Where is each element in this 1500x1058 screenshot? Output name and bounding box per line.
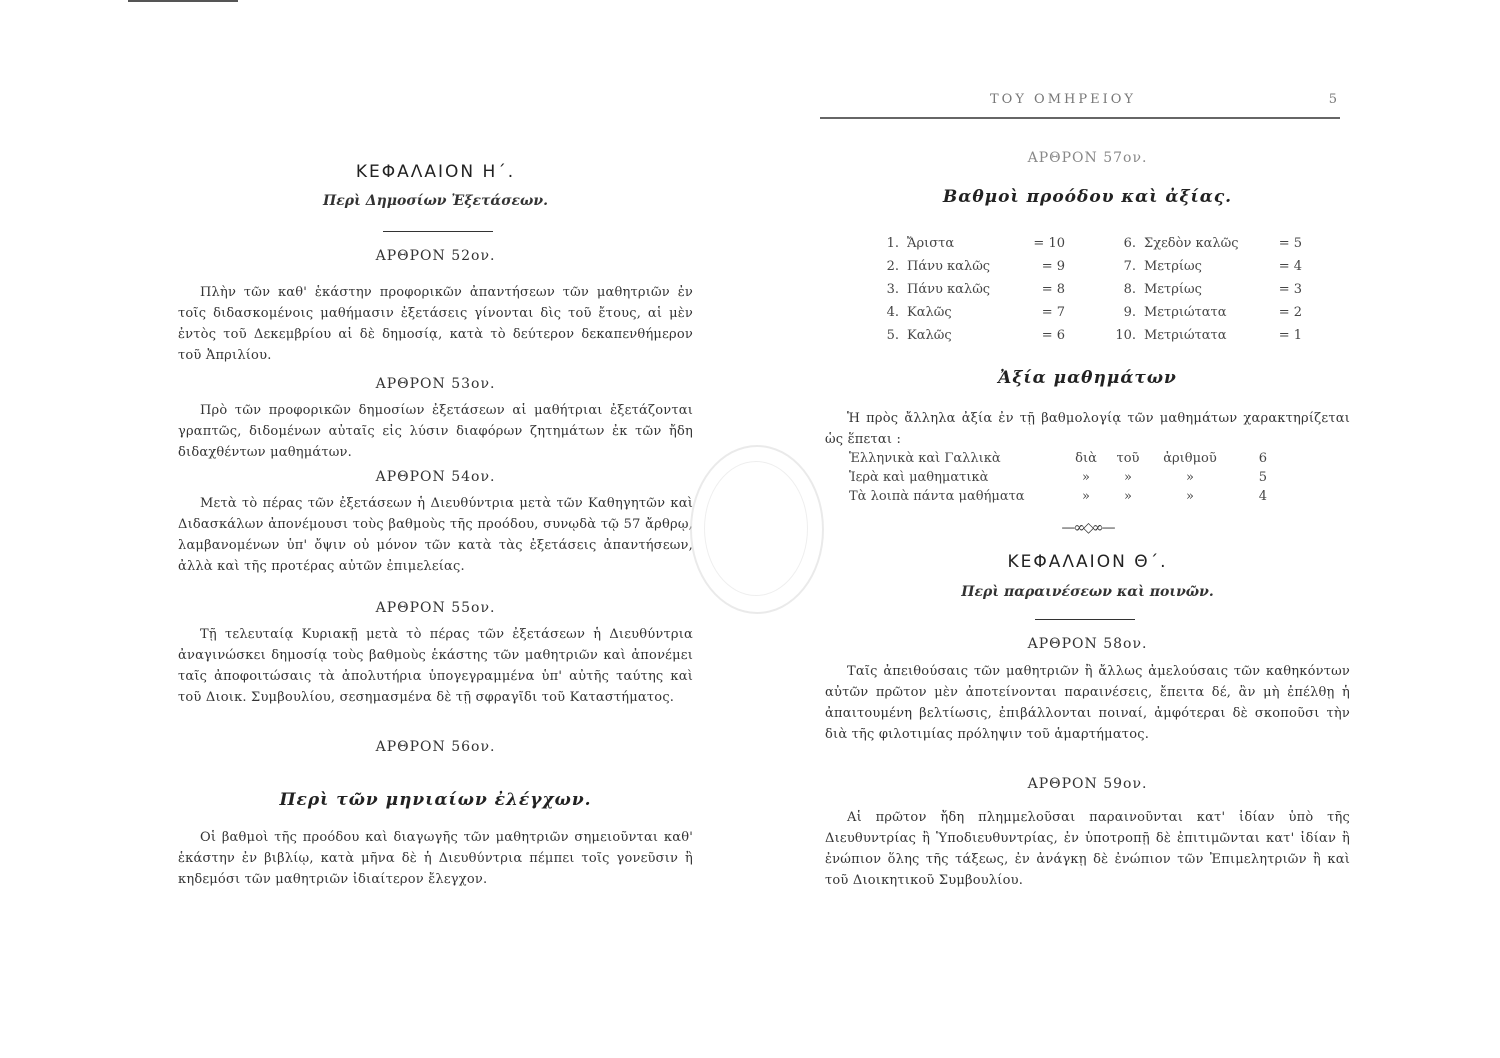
grade-number: 7. <box>1123 259 1136 274</box>
grade-row <box>873 301 1069 324</box>
grade-row <box>873 278 1069 301</box>
grade-number: 1. <box>886 236 899 251</box>
top-edge-rule <box>128 0 238 2</box>
grade-value: = 1 <box>1278 328 1302 343</box>
title-divider <box>1035 619 1135 620</box>
grade-label: Μετρίως <box>1144 282 1202 297</box>
grades-table-left <box>873 232 1069 347</box>
worth-col: διὰ <box>1075 451 1097 466</box>
article-heading: ΑΡΘΡΟΝ 56ον. <box>375 739 496 755</box>
grades-title: Βαθμοὶ προόδου καὶ ἀξίας. <box>942 187 1233 207</box>
chapter-title: ΚΕΦΑΛΑΙΟΝ Η΄. <box>355 162 516 182</box>
article-text: Πρὸ τῶν προφορικῶν δημοσίων ἐξετάσεων αἱ μαθήτριαι ἐξετάζονται γραπτῶς, διδομένων αὐταῖς εἰς λύσιν διαφόρων ζητημάτων ἐκ τῶν ἤδη διδαχθέντων μαθημάτων. <box>178 403 693 460</box>
grade-label: Μετριώτατα <box>1144 305 1227 320</box>
grade-value: = 3 <box>1278 282 1302 297</box>
grade-number: 3. <box>886 282 899 297</box>
chapter-title: ΚΕΦΑΛΑΙΟΝ Θ΄. <box>1007 552 1168 572</box>
grade-row <box>1110 255 1306 278</box>
title-divider <box>383 231 493 232</box>
article-text: Τῇ τελευταίᾳ Κυριακῇ μετὰ τὸ πέρας τῶν ἐξετάσεων ἡ Διευθύντρια ἀναγινώσκει δημοσίᾳ τοὺς βαθμοὺς ἑκάστης τῶν μαθητριῶν καὶ ἀπονέμει ταῖς ἀποφοιτώσαις τὰ ἀπολυτήρια ὑπογεγραμμένα ὑπ' αὐτῆς ταύτης καὶ τοῦ Διοικ. Συμβουλίου, σεσημασμένα δὲ τῇ σφραγῖδι τοῦ Καταστήματος. <box>178 627 693 705</box>
grade-value: = 4 <box>1278 259 1302 274</box>
article-text: Αἱ πρῶτον ἤδη πλημμελοῦσαι παραινοῦνται κατ' ἰδίαν ὑπὸ τῆς Διευθυντρίας ἢ Ὑποδιευθυντρίας, ἐν ὑποτροπῇ δὲ ἐπιτιμῶνται κατ' ἰδίαν ἢ ἐνώπιον ὅλης τῆς τάξεως, ἐν ἀνάγκῃ δὲ ἐνώπιον τῶν Ἐπιμελητριῶν ἢ καὶ τοῦ Διοικητικοῦ Συμβουλίου. <box>825 810 1350 888</box>
article-heading: ΑΡΘΡΟΝ 59ον. <box>1027 776 1148 792</box>
worth-table <box>843 449 1273 506</box>
worth-row <box>843 487 1273 506</box>
grade-label: Μετρίως <box>1144 259 1202 274</box>
article-heading: ΑΡΘΡΟΝ 55ον. <box>375 600 496 616</box>
seal-watermark <box>690 445 824 614</box>
grade-number: 8. <box>1123 282 1136 297</box>
grade-number: 9. <box>1123 305 1136 320</box>
grade-value: = 10 <box>1033 236 1065 251</box>
worth-subject: Ἑλληνικὰ καὶ Γαλλικὰ <box>849 451 1001 466</box>
grade-label: Ἄριστα <box>907 236 955 251</box>
running-header <box>990 92 1350 107</box>
ornament: —∞◇∞— <box>1061 520 1114 536</box>
grade-value: = 2 <box>1278 305 1302 320</box>
article-title: Περὶ τῶν μηνιαίων ἐλέγχων. <box>279 790 592 810</box>
worth-col: » <box>1186 470 1194 485</box>
worth-col: ἀριθμοῦ <box>1163 451 1217 466</box>
grade-label: Πάνυ καλῶς <box>907 259 991 274</box>
worth-col: » <box>1082 489 1090 504</box>
grade-value: = 7 <box>1041 305 1065 320</box>
grade-number: 2. <box>886 259 899 274</box>
grade-label: Πάνυ καλῶς <box>907 282 991 297</box>
grade-row <box>873 255 1069 278</box>
page-number: 5 <box>1328 92 1340 107</box>
article-heading: ΑΡΘΡΟΝ 52ον. <box>375 248 496 264</box>
worth-row <box>843 468 1273 487</box>
grade-number: 5. <box>886 328 899 343</box>
article-heading: ΑΡΘΡΟΝ 54ον. <box>375 469 496 485</box>
header-rule <box>820 117 1340 119</box>
grade-label: Καλῶς <box>907 305 952 320</box>
worth-title: Ἀξία μαθημάτων <box>998 368 1177 388</box>
worth-col: » <box>1124 470 1132 485</box>
grade-row <box>1110 324 1306 347</box>
article-text: Πλὴν τῶν καθ' ἑκάστην προφορικῶν ἀπαντήσεων τῶν μαθητριῶν ἐν τοῖς διδασκομένοις μαθήμασιν ἐξετάσεις γίνονται δὶς τοῦ ἔτους, αἱ μὲν ἐντὸς τοῦ Δεκεμβρίου αἱ δὲ δημοσίᾳ, κατὰ τὸ δεύτερον δεκαπενθήμερον τοῦ Ἀπριλίου. <box>178 285 693 363</box>
grade-value: = 8 <box>1041 282 1065 297</box>
worth-col: » <box>1082 470 1090 485</box>
worth-row <box>843 449 1273 468</box>
chapter-subtitle: Περὶ Δημοσίων Ἐξετάσεων. <box>323 193 548 209</box>
grade-value: = 5 <box>1278 236 1302 251</box>
article-text: Μετὰ τὸ πέρας τῶν ἐξετάσεων ἡ Διευθύντρια μετὰ τῶν Καθηγητῶν καὶ Διδασκάλων ἀπονέμουσι τοὺς βαθμοὺς τῆς προόδου, συνῳδὰ τῷ 57 ἄρθρῳ, λαμβανομένων ὑπ' ὄψιν οὐ μόνον τῶν κατὰ τὰς ἐξετάσεις ἀπαντήσεων, ἀλλὰ καὶ τῆς προτέρας αὐτῶν ἐπιμελείας. <box>178 496 693 574</box>
worth-subject: Ἱερὰ καὶ μαθηματικὰ <box>849 470 989 485</box>
article-heading: ΑΡΘΡΟΝ 58ον. <box>1027 636 1148 652</box>
grade-value: = 6 <box>1041 328 1065 343</box>
grades-table-right <box>1110 232 1306 347</box>
grade-label: Σχεδὸν καλῶς <box>1144 236 1239 251</box>
grade-label: Μετριώτατα <box>1144 328 1227 343</box>
worth-col: » <box>1124 489 1132 504</box>
worth-text: Ἡ πρὸς ἄλληλα ἀξία ἐν τῇ βαθμολογίᾳ τῶν μαθημάτων χαρακτηρίζεται ὡς ἕπεται : <box>825 411 1350 447</box>
worth-value: 5 <box>1258 470 1267 485</box>
grade-label: Καλῶς <box>907 328 952 343</box>
grade-value: = 9 <box>1041 259 1065 274</box>
grade-row <box>1110 232 1306 255</box>
chapter-subtitle: Περὶ παραινέσεων καὶ ποινῶν. <box>961 584 1214 600</box>
worth-col: τοῦ <box>1116 451 1140 466</box>
grade-number: 10. <box>1115 328 1136 343</box>
running-title: ΤΟΥ ΟΜΗΡΕΙΟΥ <box>990 92 1136 107</box>
article-text: Ταῖς ἀπειθούσαις τῶν μαθητριῶν ἢ ἄλλως ἀμελούσαις τῶν καθηκόντων αὐτῶν πρῶτον μὲν ἀποτείνονται παραινέσεις, ἔπειτα δέ, ἂν μὴ ἐπέλθῃ ἡ ἀπαιτουμένη βελτίωσις, ἐπιβάλλονται ποιναί, ἀμφότεραι δὲ σκοποῦσι τὴν διὰ τῆς φιλοτιμίας πρόληψιν τοῦ ἁμαρτήματος. <box>825 664 1350 742</box>
grade-row <box>873 232 1069 255</box>
worth-col: » <box>1186 489 1194 504</box>
grade-number: 4. <box>886 305 899 320</box>
article-text: Οἱ βαθμοὶ τῆς προόδου καὶ διαγωγῆς τῶν μαθητριῶν σημειοῦνται καθ' ἑκάστην ἐν βιβλίῳ, κατὰ μῆνα δὲ ἡ Διευθύντρια πέμπει τοῖς γονεῦσιν ἢ κηδεμόσι τῶν μαθητριῶν ἰδιαίτερον ἔλεγχον. <box>178 830 693 887</box>
worth-subject: Τὰ λοιπὰ πάντα μαθήματα <box>849 489 1025 504</box>
grade-row <box>1110 278 1306 301</box>
worth-value: 4 <box>1258 489 1267 504</box>
article-heading: ΑΡΘΡΟΝ 57ον. <box>1027 150 1148 166</box>
worth-value: 6 <box>1258 451 1267 466</box>
article-heading: ΑΡΘΡΟΝ 53ον. <box>375 376 496 392</box>
grade-number: 6. <box>1123 236 1136 251</box>
grade-row <box>873 324 1069 347</box>
grade-row <box>1110 301 1306 324</box>
